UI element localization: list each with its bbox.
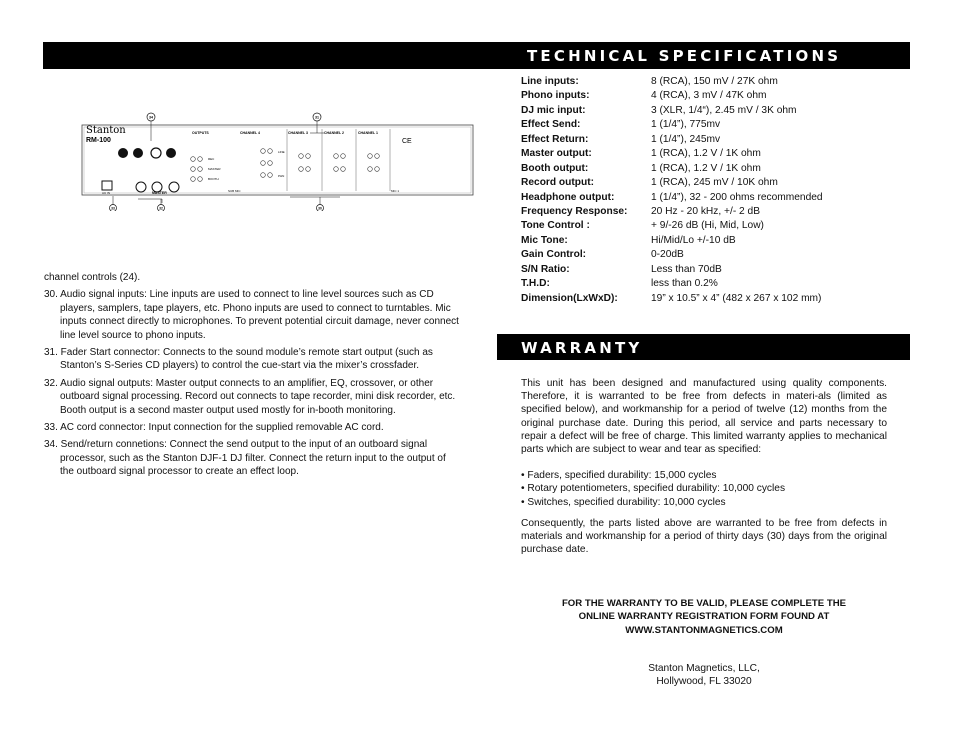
spec-label: Dimension(LxWxD): xyxy=(521,292,618,304)
spec-label: Headphone output: xyxy=(521,191,615,203)
label-line: LINE xyxy=(278,150,285,154)
spec-label: S/N Ratio: xyxy=(521,263,570,275)
callout-32 xyxy=(158,205,165,212)
warranty-heading: WARRANTY xyxy=(521,339,643,357)
label-phono: PHN xyxy=(278,174,285,178)
spec-label: Effect Return: xyxy=(521,133,589,145)
spec-label: Tone Control : xyxy=(521,220,590,232)
intro-line: channel controls (24). xyxy=(44,272,141,283)
ac-inlet xyxy=(102,181,112,190)
label-ac-in: AC IN xyxy=(102,191,111,195)
spec-value: 1 (1/4”), 775mv xyxy=(651,119,721,131)
list-item: • Faders, specified durability: 15,000 cycles xyxy=(521,470,717,482)
specs-header-bar xyxy=(43,42,910,69)
spec-label: T.H.D: xyxy=(521,278,550,290)
spec-value: 1 (1/4”), 32 - 200 ohms recommended xyxy=(651,191,823,203)
send-jack xyxy=(118,148,128,158)
spec-value: Hi/Mid/Lo +/-10 dB xyxy=(651,234,736,246)
label-master-out: MASTER xyxy=(208,167,221,171)
spec-value: less than 0.2% xyxy=(651,278,718,290)
spec-value: 20 Hz - 20 kHz, +/- 2 dB xyxy=(651,205,760,217)
warranty-paragraph: This unit has been designed and manufactured using quality components. Therefore, it is warranted to be free from defects in materi-als (limited as specified below), and workmanship for a period of twelve (12) months from the original purchase date. During this period, all service and parts necessary to repair a defect will be free of charge. This limited warranty applies to mechanical parts which are subject to wear and tear as specified: xyxy=(521,378,887,456)
spec-label: Gain Control: xyxy=(521,249,587,261)
tech-specs-heading: TECHNICAL SPECIFICATIONS xyxy=(527,47,842,65)
spec-label: Record output: xyxy=(521,177,594,189)
label-mic: MIC 1 xyxy=(391,189,400,193)
spec-value: 1 (RCA), 1.2 V / 1K ohm xyxy=(651,148,761,160)
spec-value: 3 (XLR, 1/4“), 2.45 mV / 3K ohm xyxy=(651,104,797,116)
label-channel2: CHANNEL 2 xyxy=(324,131,344,135)
label-master: MASTER xyxy=(152,191,167,195)
list-item: 31. Fader Start connector: Connects to the sound module’s remote start output (such as Stanton’s S-Series CD players) to control the cue-start via the mixer’s crossfader. xyxy=(44,347,433,372)
spec-value: 0-20dB xyxy=(651,249,684,261)
spec-value: 1 (1/4”), 245mv xyxy=(651,133,721,145)
list-item: 32. Audio signal outputs: Master output connects to an amplifier, EQ, crossover, or other outboard signal processing. Record out connects to tape recorder, mini disk recorder, etc. Booth output is a second master output used mostly for in-booth monitoring. xyxy=(44,377,456,416)
connector-descriptions xyxy=(44,271,459,483)
label-outputs: OUTPUTS xyxy=(192,131,209,135)
svg-text:30: 30 xyxy=(318,206,322,211)
spec-value: 4 (RCA), 3 mV / 47K ohm xyxy=(651,90,767,102)
callout-31 xyxy=(313,113,321,121)
notice-url: WWW.STANTONMAGNETICS.COM xyxy=(625,624,783,636)
warranty-bullets xyxy=(521,469,887,509)
spec-label: Booth output: xyxy=(521,162,589,174)
list-item: 30. Audio signal inputs: Line inputs are used to connect to line level sources such as CD players, samplers, tape players, etc. Phono inputs are used to connect to turntables. Mic inputs connect directly to microphones. To prevent potential circuit damage, never connect line level source to phono inputs. xyxy=(44,289,459,341)
address-line: Stanton Magnetics, LLC, xyxy=(648,663,760,674)
warranty-body xyxy=(521,377,887,556)
list-item: • Rotary potentiometers, specified durability: 10,000 cycles xyxy=(521,483,786,495)
label-booth: BOOTH xyxy=(208,177,219,181)
label-rec: REC xyxy=(208,157,215,161)
spec-value: + 9/-26 dB (Hi, Mid, Low) xyxy=(651,220,764,232)
headphone-jack xyxy=(166,148,176,158)
sub-xlr xyxy=(169,182,179,192)
spec-label: Effect Send: xyxy=(521,119,581,131)
callout-34 xyxy=(147,113,155,121)
spec-label: Frequency Response: xyxy=(521,205,628,217)
spec-value: Less than 70dB xyxy=(651,263,722,275)
spec-value: 8 (RCA), 150 mV / 27K ohm xyxy=(651,76,778,87)
panel-brand: Stanton xyxy=(86,125,126,136)
spec-value: 19” x 10.5” x 4” (482 x 267 x 102 mm) xyxy=(651,292,822,304)
list-item: 34. Send/return connetions: Connect the send output to the input of an outboard signal processor, such as the Stanton DJF-1 DJ filter. Connect the return input to the output of the outboard signal processor to create an effect loop. xyxy=(44,439,446,478)
svg-text:34: 34 xyxy=(149,115,153,120)
callout-33 xyxy=(110,205,117,212)
callout-30 xyxy=(317,205,324,212)
master-xlr-left xyxy=(136,182,146,192)
spec-value: 1 (RCA), 1.2 V / 1K ohm xyxy=(651,162,761,174)
label-channel3: CHANNEL 3 xyxy=(288,131,308,135)
spec-label: Mic Tone: xyxy=(521,234,568,246)
notice-line: FOR THE WARRANTY TO BE VALID, PLEASE COMPLETE THE xyxy=(561,598,847,609)
svg-text:32: 32 xyxy=(159,206,163,211)
svg-text:33: 33 xyxy=(111,206,115,211)
spec-label: DJ mic input: xyxy=(521,104,586,116)
warranty-paragraph: Consequently, the parts listed above are warranted to be free from defects in materials and workmanship for a period of thirty days (30) days from the original purchase date. xyxy=(521,517,887,556)
label-channel1: CHANNEL 1 xyxy=(358,131,378,135)
label-sub-mic: SUB MIC xyxy=(228,189,241,193)
spec-value: 1 (RCA), 245 mV / 10K ohm xyxy=(651,177,778,189)
list-item: • Switches, specified durability: 10,000 cycles xyxy=(521,496,726,508)
spec-label: Master output: xyxy=(521,148,592,160)
svg-text:31: 31 xyxy=(315,115,319,120)
ce-mark: CE xyxy=(402,138,412,145)
fader-start-jack xyxy=(151,148,161,158)
warranty-header-bar xyxy=(497,334,910,360)
spec-label: Phono inputs: xyxy=(521,90,590,102)
notice-line: ONLINE WARRANTY REGISTRATION FORM FOUND AT xyxy=(578,611,830,623)
panel-model: RM-100 xyxy=(86,137,111,144)
rear-panel-diagram xyxy=(80,111,475,211)
return-jack xyxy=(133,148,143,158)
address-line: Hollywood, FL 33020 xyxy=(656,676,752,688)
spec-label: Line inputs: xyxy=(521,76,579,87)
company-address xyxy=(521,662,887,688)
registration-notice xyxy=(521,597,887,637)
label-channel4: CHANNEL 4 xyxy=(240,131,260,135)
list-item: 33. AC cord connector: Input connection for the supplied removable AC cord. xyxy=(44,422,384,434)
